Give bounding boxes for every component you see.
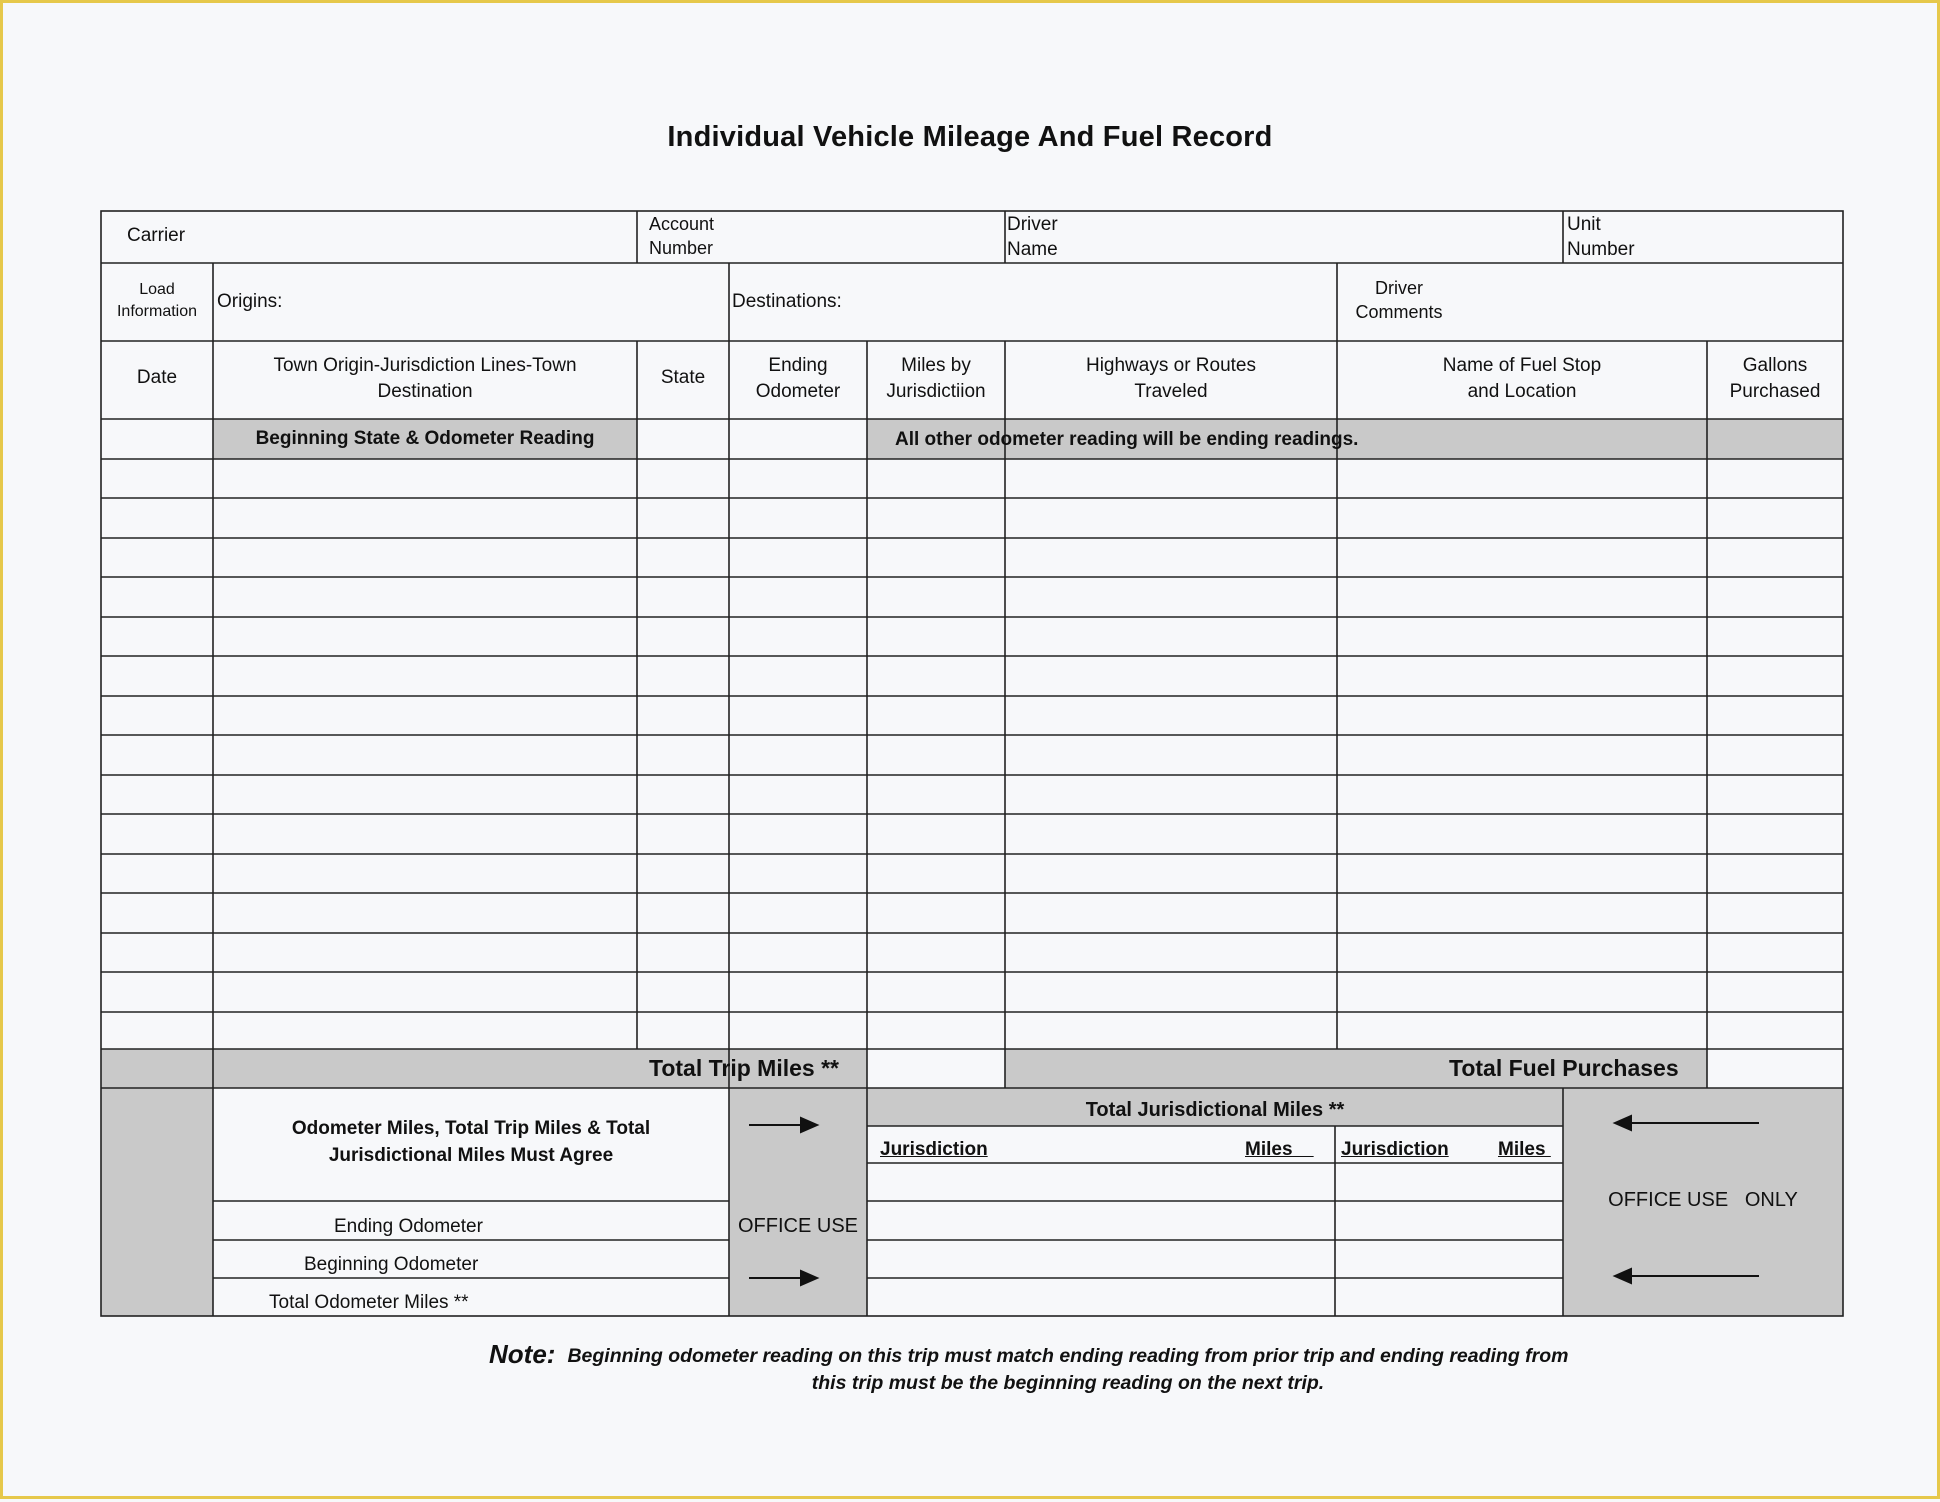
ending-readings-note: All other odometer reading will be ending readings. [895,429,1359,450]
col-gallons-header-line2: Purchased [1729,381,1821,402]
load-label-line1: Load [139,281,175,298]
ending-odometer-label: Ending Odometer [334,1216,483,1237]
total-fuel-purchases-label: Total Fuel Purchases [1449,1055,1679,1081]
col-fuelstop-header-line2: and Location [1467,381,1577,402]
col-routes-header-line2: Traveled [1134,381,1208,402]
load-label-line2: Information [116,303,198,320]
col-odometer-header-line2: Odometer [755,381,841,402]
col-miles-header-line1: Miles by [901,355,971,376]
col-miles-header-line2: Jurisdictiion [886,381,986,402]
comments-label-line1: Driver [1375,278,1423,298]
beginning-odometer-label: Beginning Odometer [304,1254,479,1275]
office-use-only-label: OFFICE USE ONLY [1608,1189,1798,1211]
note-label: Note: [489,1339,556,1369]
col-town-header-line2: Destination [377,381,473,402]
account-label-line2: Number [649,238,714,258]
miles-header-b: Miles [1498,1139,1551,1160]
carrier-label: Carrier [127,225,186,246]
col-town-header-line1: Town Origin-Jurisdiction Lines-Town [273,355,577,376]
jurisdiction-header-a: Jurisdiction [880,1139,988,1160]
beginning-reading-label: Beginning State & Odometer Reading [255,428,595,449]
gray-fills [101,419,1843,1316]
office-use-label: OFFICE USE [737,1215,858,1237]
comments-label-line2: Comments [1355,302,1443,322]
col-routes-header-line1: Highways or Routes [1085,355,1257,376]
total-odometer-miles-label: Total Odometer Miles ** [269,1292,469,1313]
col-fuelstop-header-line1: Name of Fuel Stop [1442,355,1602,376]
unit-label-line2: Number [1567,239,1635,260]
miles-header-a: Miles [1245,1139,1314,1160]
agree-note-line2: Jurisdictional Miles Must Agree [328,1145,614,1166]
col-date-header: Date [136,367,178,388]
page-title: Individual Vehicle Mileage And Fuel Record [667,121,1273,153]
unit-label-line1: Unit [1567,214,1601,235]
driver-label-line2: Name [1007,239,1058,260]
destinations-label: Destinations: [732,291,842,312]
driver-label-line1: Driver [1007,214,1058,235]
col-gallons-header-line1: Gallons [1742,355,1808,376]
account-label-line1: Account [649,214,715,234]
form-grid [3,3,1940,1502]
note-text: Beginning odometer reading on this trip must match ending reading from prior trip and ending reading from this trip must be the beginning reading on the next trip. [567,1345,1569,1394]
col-odometer-header-line1: Ending [768,355,828,376]
col-state-header: State [660,367,706,388]
total-jurisdictional-miles-label: Total Jurisdictional Miles ** [1085,1099,1345,1121]
agree-note-line1: Odometer Miles, Total Trip Miles & Total [291,1118,651,1139]
total-trip-miles-label: Total Trip Miles ** [649,1055,839,1081]
jurisdiction-header-b: Jurisdiction [1341,1139,1449,1160]
origins-label: Origins: [217,291,283,312]
